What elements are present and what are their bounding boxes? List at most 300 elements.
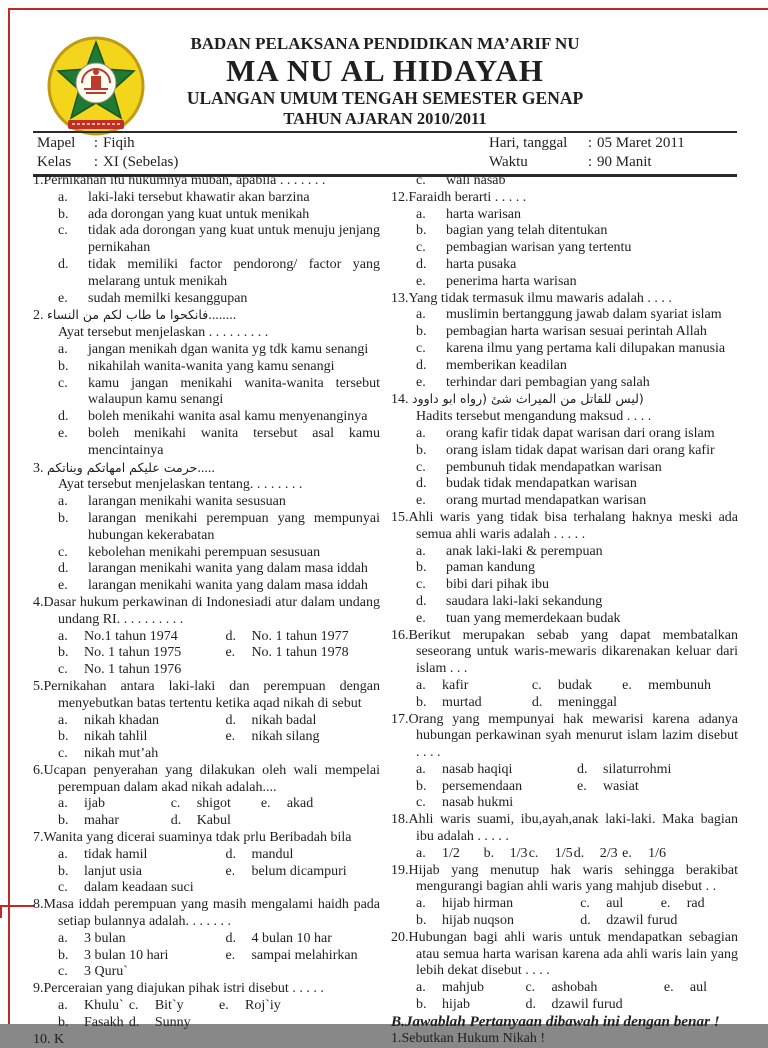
option-letter: d. — [225, 712, 236, 728]
question-stem-text: Berikut merupakan sebab yang dapat membatalkan seseorang untuk waris-mewaris dikarenakan keluar dari islam . . . — [408, 627, 738, 677]
answer-option — [391, 375, 738, 392]
option-letter: c. — [416, 795, 426, 811]
arabic-verse: (ليس للقاتل من الميراث شئ (رواه ابو داوود — [412, 391, 644, 407]
answer-option-row — [33, 796, 380, 813]
arabic-verse: فانكحوا ما طاب لكم من النساء — [47, 307, 209, 323]
question-substem: Ayat tersebut menjelaskan . . . . . . . . . — [58, 325, 269, 341]
option-text: boleh menikahi wanita tersebut asal kamu mencintainya — [88, 425, 380, 458]
option-letter: b. — [58, 206, 69, 222]
option-text: 1/3 — [509, 845, 528, 861]
question — [33, 307, 380, 459]
option-text: nikah mut’ah — [84, 746, 159, 762]
option-text: mahar — [84, 813, 119, 829]
option-text: No.1 tahun 1974 — [84, 628, 178, 644]
question-substem: Ayat tersebut menjelaskan tentang. . . . . . . . — [58, 477, 303, 493]
separator: : — [587, 135, 593, 151]
class-value: XI (Sebelas) — [103, 154, 179, 170]
option-letter: d. — [416, 476, 427, 492]
question-number: 19. — [391, 862, 409, 878]
option-letter: e. — [660, 896, 671, 912]
answer-option — [391, 207, 738, 224]
answer-option — [391, 560, 738, 577]
option-text: hijab nuqson — [442, 913, 514, 929]
option-letter: d. — [225, 628, 236, 644]
document-header — [33, 34, 737, 129]
option-letter: e. — [58, 578, 68, 594]
question-stem — [33, 981, 380, 998]
option-text: muslimin bertanggung jawab dalam syariat islam — [446, 307, 722, 323]
question — [391, 863, 738, 930]
option-text: Khulu` — [84, 998, 124, 1014]
question-stem-text: Pernikahan antara laki-laki dan perempuan dengan menyebutkan batas tertentu ketika aqad nikah di sebut — [43, 678, 380, 711]
answer-option-row — [33, 713, 380, 730]
answer-option-row — [33, 629, 380, 646]
question-number: 16. — [391, 627, 409, 643]
subject-label: Mapel — [37, 135, 76, 151]
answer-option — [33, 291, 380, 308]
question-number: 4. — [33, 594, 44, 610]
organization-name: BADAN PELAKSANA PENDIDIKAN MA’ARIF NU — [190, 34, 580, 53]
option-letter: a. — [416, 980, 426, 996]
answer-option-row — [33, 964, 380, 981]
question-column-left — [33, 173, 380, 1048]
question-stem-text: Hubungan bagi ahli waris untuk mendapatkan sebagian atau semua harta warisan karena ada ahli waris lain yang lebih dekat disebut . . . . — [408, 929, 738, 979]
answer-option — [529, 846, 574, 863]
answer-option — [33, 578, 380, 595]
question-stem — [391, 930, 738, 980]
option-text: paman kandung — [446, 560, 536, 576]
question-stem — [391, 863, 738, 897]
answer-option — [391, 476, 738, 493]
answer-option — [416, 795, 738, 812]
option-letter: a. — [416, 425, 426, 441]
question-substem: Hadits tersebut mengandung maksud . . . . — [416, 409, 652, 425]
option-text: nikah silang — [251, 729, 320, 745]
separator: : — [93, 135, 99, 151]
option-letter: c. — [58, 964, 68, 980]
option-letter: c. — [580, 896, 590, 912]
option-text: aul — [606, 896, 624, 912]
option-letter: a. — [416, 307, 426, 323]
answer-option — [129, 1015, 380, 1032]
question-number: 9. — [33, 981, 44, 997]
question-number: 14. — [391, 392, 412, 408]
answer-option-row — [391, 795, 738, 812]
maarif-nu-emblem-icon — [46, 36, 146, 136]
answer-option — [225, 931, 380, 948]
exam-title: ULANGAN UMUM TENGAH SEMESTER GENAP — [186, 88, 584, 108]
option-text: pembagian warisan yang tertentu — [446, 240, 632, 256]
question — [391, 291, 738, 392]
option-text: karena ilmu yang pertama kali dilupakan manusia — [446, 340, 726, 356]
question — [391, 190, 738, 291]
question — [33, 981, 380, 1031]
answer-option-row — [391, 997, 738, 1014]
option-text: memberikan keadilan — [446, 357, 567, 373]
answer-option — [225, 847, 380, 864]
option-text: rad — [686, 896, 705, 912]
answer-option — [391, 577, 738, 594]
answer-option — [391, 274, 738, 291]
separator: : — [587, 154, 593, 170]
option-letter: a. — [58, 189, 68, 205]
answer-option-row — [33, 729, 380, 746]
answer-option-row — [33, 662, 380, 679]
section-b-heading: B.Jawablah Pertanyaan dibawah ini dengan benar ! — [391, 1012, 720, 1030]
question — [33, 679, 380, 763]
option-letter: a. — [58, 712, 68, 728]
option-letter: a. — [416, 896, 426, 912]
question-number: 7. — [33, 830, 44, 846]
option-letter: d. — [531, 694, 543, 710]
answer-option — [416, 779, 577, 796]
red-margin-line-top — [8, 8, 768, 10]
option-letter: d. — [525, 997, 536, 1013]
answer-option-row — [33, 746, 380, 763]
question-stem — [33, 897, 380, 931]
question-stem-text: Faraidh berarti . . . . . — [408, 189, 527, 205]
answer-option — [391, 544, 738, 561]
answer-option — [574, 846, 622, 863]
answer-option — [416, 695, 532, 712]
answer-option — [33, 494, 380, 511]
option-letter: e. — [260, 796, 271, 812]
option-text: harta pusaka — [446, 256, 517, 272]
option-text: tuan yang memerdekaan budak — [446, 610, 621, 626]
answer-option — [416, 913, 580, 930]
question-stem-text: Ucapan penyerahan yang dilakukan oleh wali mempelai perempuan dalam akad nikah adalah.... — [43, 762, 380, 795]
option-text: meninggal — [557, 694, 618, 710]
option-text: 3 bulan 10 hari — [84, 947, 169, 963]
option-letter: e. — [622, 677, 632, 693]
option-text: ashobah — [551, 980, 598, 996]
option-text: budak — [557, 677, 593, 693]
option-letter: c. — [416, 577, 426, 593]
question — [391, 628, 738, 712]
answer-option — [577, 762, 738, 779]
question-number: 18. — [391, 812, 409, 828]
answer-option — [416, 846, 484, 863]
separator: : — [93, 154, 99, 170]
option-text: 4 bulan 10 har — [251, 930, 332, 946]
option-text: sudah memilki kesanggupan — [88, 290, 248, 306]
option-letter: a. — [58, 628, 68, 644]
answer-option — [33, 190, 380, 207]
question-stem-text: Ahli waris suami, ibu,ayah,anak laki-laki. Maka bagian ibu adalah . . . . . — [408, 812, 738, 845]
option-text: 3 bulan — [84, 930, 126, 946]
option-text: murtad — [442, 694, 482, 710]
question-stem — [391, 291, 738, 308]
answer-option — [391, 223, 738, 240]
question-stem-text: Masa iddah perempuan yang masih mengalami haidh pada setiap bulannya adalah. . . . . . . — [43, 897, 380, 930]
answer-option — [532, 695, 738, 712]
option-text: orang islam tidak dapat warisan dari orang kafir — [446, 442, 715, 458]
answer-option — [391, 358, 738, 375]
option-letter: e. — [663, 980, 674, 996]
option-letter: e. — [416, 273, 426, 289]
option-letter: b. — [58, 863, 69, 879]
answer-option — [58, 864, 225, 881]
option-text: membunuh — [648, 677, 712, 693]
question — [391, 510, 738, 628]
question — [391, 712, 738, 813]
option-text: nikah tahlil — [84, 729, 148, 745]
option-letter: a. — [58, 341, 68, 357]
clipped-partial-line: 10. K — [33, 1031, 65, 1047]
option-text: Roj`iy — [244, 998, 281, 1014]
answer-option — [580, 896, 661, 913]
answer-option — [33, 561, 380, 578]
answer-option — [225, 645, 380, 662]
option-text: pembagian harta warisan sesuai perintah Allah — [446, 324, 707, 340]
option-text: mahjub — [442, 980, 484, 996]
question — [391, 930, 738, 1014]
answer-option — [171, 813, 380, 830]
answer-option — [33, 545, 380, 562]
question-stem — [391, 510, 738, 544]
option-letter: d. — [58, 256, 69, 272]
answer-option — [525, 980, 663, 997]
option-letter: d. — [416, 357, 427, 373]
info-row — [33, 153, 737, 172]
option-text: budak tidak mendapatkan warisan — [446, 476, 637, 492]
option-letter: d. — [128, 1014, 140, 1030]
option-letter: b. — [416, 324, 427, 340]
option-text: lanjut usia — [84, 863, 142, 879]
option-letter: d. — [416, 256, 427, 272]
option-letter: e. — [225, 729, 236, 745]
option-letter: b. — [416, 442, 427, 458]
answer-option — [484, 846, 529, 863]
question-arabic-line — [391, 391, 738, 409]
option-text: 2/3 — [599, 845, 618, 861]
question-arabic-line — [33, 460, 380, 478]
option-letter: c. — [528, 845, 539, 861]
answer-option — [58, 662, 380, 679]
answer-option — [58, 880, 380, 897]
answer-option — [622, 846, 738, 863]
answer-option — [661, 896, 738, 913]
option-letter: b. — [58, 358, 69, 374]
question-stem-text: Perceraian yang diajukan pihak istri disebut . . . . . — [43, 981, 324, 997]
option-text: 3 Quru` — [84, 964, 128, 980]
option-letter: a. — [416, 543, 426, 559]
option-letter: e. — [225, 947, 236, 963]
answer-option-row — [391, 779, 738, 796]
option-letter: a. — [58, 494, 68, 510]
option-letter: a. — [416, 206, 426, 222]
option-letter: b. — [58, 645, 69, 661]
option-letter: c. — [58, 746, 68, 762]
option-text: 1/6 — [648, 845, 666, 861]
option-letter: e. — [58, 290, 68, 306]
answer-option — [577, 779, 738, 796]
answer-option — [580, 913, 738, 930]
option-text: shigot — [196, 796, 231, 812]
question-stem-text: Dasar hukum perkawinan di Indonesiadi atur dalam undang undang RI. . . . . . . . . . — [43, 594, 380, 627]
option-letter: d. — [577, 761, 588, 777]
answer-option — [33, 376, 380, 410]
answer-option — [58, 746, 380, 763]
answer-option-row — [391, 980, 738, 997]
question-stem — [33, 595, 380, 629]
question — [33, 830, 380, 897]
answer-option — [664, 980, 738, 997]
option-text: wasiat — [603, 778, 639, 794]
question-number: 15. — [391, 509, 409, 525]
question-stem — [33, 173, 380, 190]
question-number: 3. — [33, 460, 47, 476]
option-letter: d. — [580, 913, 591, 929]
option-text: No. 1 tahun 1977 — [251, 628, 349, 644]
option-text: tidak hamil — [84, 846, 148, 862]
question-stem — [391, 812, 738, 846]
answer-option-row — [33, 864, 380, 881]
option-text: nikah badal — [251, 712, 317, 728]
answer-option-row — [391, 695, 738, 712]
academic-year: TAHUN AJARAN 2010/2011 — [283, 109, 487, 128]
option-letter: e. — [225, 863, 236, 879]
answer-option-row — [33, 813, 380, 830]
option-letter: a. — [58, 846, 68, 862]
option-text: jangan menikah dgan wanita yg tdk kamu senangi — [88, 341, 369, 357]
option-text: pembunuh tidak mendapatkan warisan — [446, 459, 662, 475]
option-text: laki-laki tersebut khawatir akan barzina — [88, 189, 310, 205]
option-letter: b. — [416, 560, 427, 576]
answer-option-row — [33, 948, 380, 965]
red-margin-mark-tail — [0, 905, 2, 918]
answer-option — [33, 511, 380, 545]
duration-label: Waktu — [489, 154, 528, 170]
answer-option — [225, 729, 380, 746]
answer-option — [33, 207, 380, 224]
answer-option — [391, 341, 738, 358]
answer-option — [416, 980, 525, 997]
option-letter: e. — [622, 845, 632, 861]
answer-option-row — [391, 913, 738, 930]
answer-option — [525, 997, 738, 1014]
option-letter: e. — [416, 374, 426, 390]
school-logo — [46, 36, 146, 136]
option-letter: c. — [416, 459, 426, 475]
answer-option — [391, 307, 738, 324]
option-letter: b. — [416, 778, 427, 794]
option-text: aul — [689, 980, 708, 996]
option-text: dalam keadaan suci — [84, 880, 194, 896]
option-text: larangan menikahi wanita yang dalam masa iddah — [88, 561, 368, 577]
option-letter: c. — [58, 544, 68, 560]
answer-option — [391, 324, 738, 341]
option-text: bagian yang telah ditentukan — [446, 223, 608, 239]
option-letter: d. — [416, 593, 427, 609]
answer-option — [58, 964, 380, 981]
option-text: tidak ada dorongan yang kuat untuk menuju jenjang pernikahan — [88, 223, 380, 256]
option-text: mandul — [251, 846, 294, 862]
answer-option — [58, 847, 225, 864]
answer-option-row — [391, 846, 738, 863]
option-text: nikahilah wanita-wanita yang kamu senangi — [88, 358, 335, 374]
answer-option — [391, 426, 738, 443]
option-text: orang kafir tidak dapat warisan dari orang islam — [446, 425, 715, 441]
option-letter: b. — [416, 694, 427, 710]
option-letter: c. — [128, 998, 139, 1014]
answer-option-row — [391, 896, 738, 913]
option-letter: d. — [573, 845, 585, 861]
option-text: persemendaan — [442, 778, 523, 794]
option-letter: e. — [225, 645, 236, 661]
answer-option — [225, 629, 380, 646]
option-text: tidak memiliki factor pendorong/ factor yang melarang untuk menikah — [88, 256, 380, 289]
answer-option — [261, 796, 380, 813]
answer-option — [219, 998, 380, 1015]
question-stem — [391, 712, 738, 762]
answer-option — [58, 1015, 129, 1032]
answer-option — [391, 173, 738, 190]
option-text: hijab hirman — [442, 896, 514, 912]
option-letter: c. — [416, 340, 426, 356]
answer-option — [33, 359, 380, 376]
clipped-partial-line: 1.Sebutkan Hukum Nikah ! — [391, 1030, 545, 1046]
option-letter: a. — [58, 930, 68, 946]
question-stem — [33, 679, 380, 713]
question-stem — [391, 628, 738, 678]
answer-option-row — [33, 645, 380, 662]
arabic-verse: حرمت عليكم امهاتكم وبناتكم — [47, 459, 198, 475]
option-text: saudara laki-laki sekandung — [446, 593, 603, 609]
option-text: orang murtad mendapatkan warisan — [446, 493, 647, 509]
option-text: larangan menikahi wanita sesusuan — [88, 494, 286, 510]
answer-option — [225, 948, 380, 965]
option-text: kafir — [442, 677, 469, 693]
answer-option — [58, 948, 225, 965]
option-letter: c. — [58, 375, 68, 391]
option-text: larangan menikahi perempuan yang mempunyai hubungan kekerabatan — [88, 510, 380, 543]
answer-option — [58, 796, 171, 813]
question-number: 5. — [33, 678, 44, 694]
option-text: akad — [286, 796, 314, 812]
option-text: nasab hukmi — [442, 795, 514, 811]
option-letter: d. — [225, 930, 236, 946]
option-text: No. 1 tahun 1978 — [251, 645, 349, 661]
answer-option-row — [33, 1015, 380, 1032]
answer-option — [391, 443, 738, 460]
subject-value: Fiqih — [103, 135, 135, 151]
question — [33, 173, 380, 307]
option-letter: b. — [483, 845, 495, 861]
option-text: anak laki-laki & perempuan — [446, 543, 603, 559]
option-text: Fasakh — [84, 1014, 124, 1030]
option-letter: d. — [58, 561, 69, 577]
answer-option — [416, 997, 525, 1014]
answer-option — [225, 713, 380, 730]
option-letter: a. — [416, 845, 426, 861]
answer-option — [58, 813, 171, 830]
option-text: Bit`y — [154, 998, 184, 1014]
question-stem-text: Pernikahan itu hukumnya mubah, apabila . . . . . . . — [43, 173, 326, 188]
answer-option — [58, 998, 129, 1015]
answer-option-row — [33, 847, 380, 864]
answer-option — [225, 864, 380, 881]
answer-option — [416, 678, 532, 695]
option-letter: a. — [58, 998, 68, 1014]
answer-option — [416, 896, 580, 913]
school-name: MA NU AL HIDAYAH — [226, 53, 544, 88]
option-letter: b. — [58, 510, 69, 526]
question — [391, 391, 738, 510]
option-text: No. 1 tahun 1976 — [84, 662, 182, 678]
answer-option — [58, 645, 225, 662]
question-number: 2. — [33, 308, 47, 324]
